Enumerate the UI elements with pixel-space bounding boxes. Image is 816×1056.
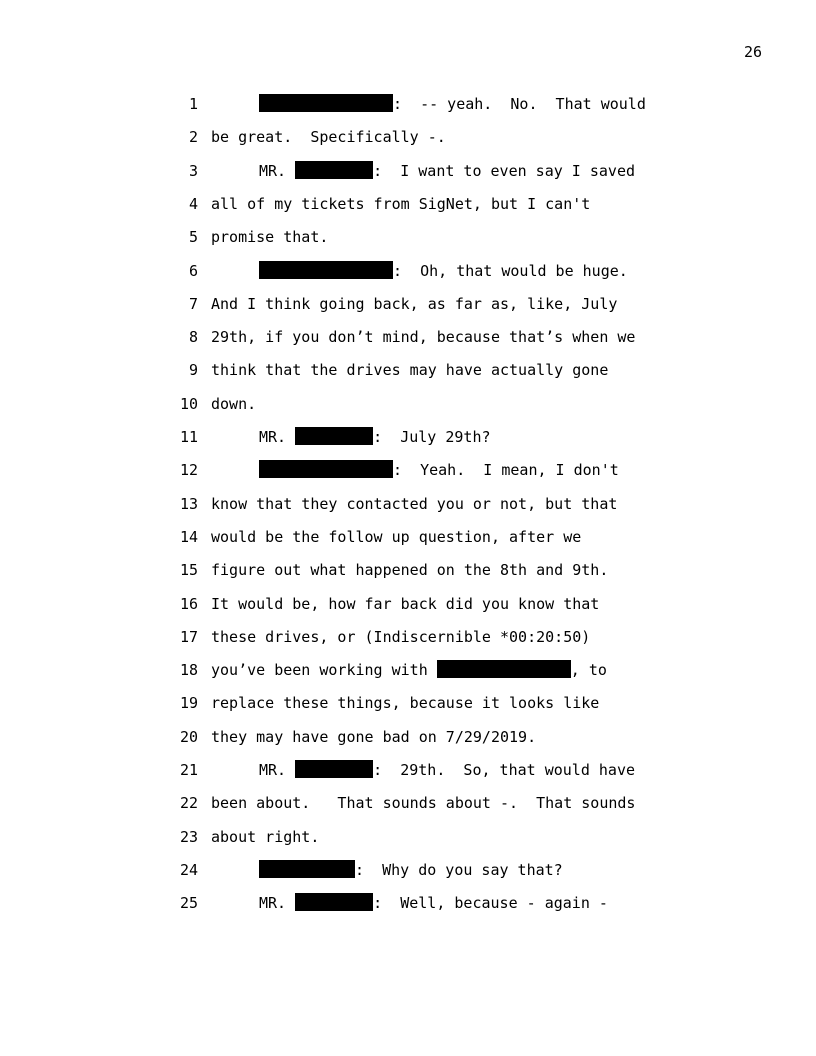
text-run: : -- yeah. No. That would <box>393 95 646 113</box>
text-run: And I think going back, as far as, like, July <box>211 294 618 313</box>
text-run: It would be, how far back did you know that <box>211 594 600 613</box>
transcript-line <box>0 891 816 915</box>
transcript-line <box>0 458 816 482</box>
line-text <box>211 225 328 249</box>
transcript-line <box>0 858 816 882</box>
redaction-box <box>295 893 373 911</box>
redaction-box <box>259 94 393 112</box>
redaction-box <box>259 460 393 478</box>
line-number: 19 <box>179 694 198 713</box>
line-number: 15 <box>179 561 198 580</box>
line-text <box>211 358 608 382</box>
transcript-line <box>0 691 816 715</box>
line-text <box>211 691 599 715</box>
line-number: 10 <box>179 394 198 413</box>
text-run: MR. <box>259 761 296 779</box>
transcript-line <box>0 492 816 516</box>
transcript-line <box>0 259 816 283</box>
line-number: 8 <box>188 328 198 347</box>
text-run: MR. <box>259 161 296 180</box>
redaction-box <box>259 261 393 279</box>
text-run: be great. Specifically -. <box>211 128 446 147</box>
text-run: would be the follow up question, after we <box>211 527 582 546</box>
redaction-box <box>295 161 373 179</box>
transcript-line <box>0 325 816 349</box>
line-text <box>211 392 256 416</box>
text-run: they may have gone bad on 7/29/2019. <box>211 727 537 746</box>
line-number: 20 <box>179 727 198 746</box>
line-text <box>211 125 446 149</box>
line-number: 4 <box>188 194 198 213</box>
text-run: MR. <box>259 894 296 913</box>
line-text <box>211 592 599 616</box>
line-number: 1 <box>188 95 198 113</box>
transcript-line <box>0 592 816 616</box>
transcript-line <box>0 625 816 649</box>
transcript-line <box>0 825 816 849</box>
line-number: 12 <box>179 461 198 480</box>
transcript-line <box>0 558 816 582</box>
line-number: 14 <box>179 527 198 546</box>
line-number: 18 <box>179 661 198 680</box>
line-text <box>259 92 646 116</box>
text-run: : Oh, that would be huge. <box>393 261 628 280</box>
line-text <box>211 558 608 582</box>
text-run: : July 29th? <box>373 428 491 446</box>
text-run: you’ve been working with <box>211 661 437 680</box>
text-run: about right. <box>211 827 320 846</box>
line-text <box>211 658 607 682</box>
page-number: 26 <box>743 43 762 61</box>
text-run: , to <box>570 661 607 680</box>
line-number: 24 <box>179 860 198 879</box>
line-number: 6 <box>188 261 198 280</box>
text-run: MR. <box>259 428 296 446</box>
transcript-line <box>0 392 816 416</box>
transcript-line <box>0 159 816 183</box>
line-number: 9 <box>188 361 198 380</box>
transcript-line <box>0 758 816 782</box>
text-run: think that the drives may have actually gone <box>211 361 609 380</box>
transcript-line <box>0 725 816 749</box>
line-number: 5 <box>188 228 198 247</box>
line-text <box>259 259 628 283</box>
text-run: : Why do you say that? <box>355 860 563 879</box>
line-number: 11 <box>179 428 198 446</box>
line-number: 23 <box>179 827 198 846</box>
redaction-box <box>259 860 355 878</box>
line-number: 3 <box>188 161 198 180</box>
text-run: promise that. <box>211 228 329 247</box>
line-number: 16 <box>179 594 198 613</box>
line-text <box>211 625 590 649</box>
line-text <box>211 492 617 516</box>
text-run: figure out what happened on the 8th and 9th. <box>211 561 609 580</box>
line-text <box>259 758 635 782</box>
text-run: these drives, or (Indiscernible *00:20:50) <box>211 627 591 646</box>
text-run: replace these things, because it looks like <box>211 694 600 713</box>
line-text <box>211 325 635 349</box>
line-text <box>259 858 563 882</box>
line-number: 21 <box>179 761 198 779</box>
line-text <box>211 192 590 216</box>
line-text <box>211 825 319 849</box>
text-run: all of my tickets from SigNet, but I can't <box>211 194 591 213</box>
line-number: 7 <box>188 294 198 313</box>
transcript-line <box>0 225 816 249</box>
text-run: been about. That sounds about -. That sounds <box>211 794 636 813</box>
transcript-line <box>0 791 816 815</box>
line-number: 25 <box>179 894 198 913</box>
line-text <box>259 891 608 915</box>
line-text <box>211 292 617 316</box>
transcript-line <box>0 658 816 682</box>
transcript-line <box>0 92 816 116</box>
transcript-line <box>0 292 816 316</box>
line-text <box>259 458 619 482</box>
transcript-line <box>0 358 816 382</box>
transcript-line <box>0 125 816 149</box>
line-text <box>211 791 635 815</box>
text-run: 29th, if you don’t mind, because that’s when we <box>211 328 636 347</box>
text-run: know that they contacted you or not, but that <box>211 494 618 513</box>
transcript-line <box>0 425 816 449</box>
text-run: down. <box>211 394 257 413</box>
line-text <box>211 525 581 549</box>
line-number: 13 <box>179 494 198 513</box>
redaction-box <box>437 660 571 678</box>
line-number: 22 <box>179 794 198 813</box>
line-number: 2 <box>188 128 198 147</box>
redaction-box <box>295 760 373 778</box>
transcript-line <box>0 525 816 549</box>
line-text <box>211 725 536 749</box>
redaction-box <box>295 427 373 445</box>
text-run: : I want to even say I saved <box>373 161 636 180</box>
line-text <box>259 159 635 183</box>
text-run: : Yeah. I mean, I don't <box>393 461 619 480</box>
text-run: : Well, because - again - <box>373 894 608 913</box>
line-text <box>259 425 491 449</box>
line-number: 17 <box>179 627 198 646</box>
transcript-line <box>0 192 816 216</box>
text-run: : 29th. So, that would have <box>373 761 636 779</box>
